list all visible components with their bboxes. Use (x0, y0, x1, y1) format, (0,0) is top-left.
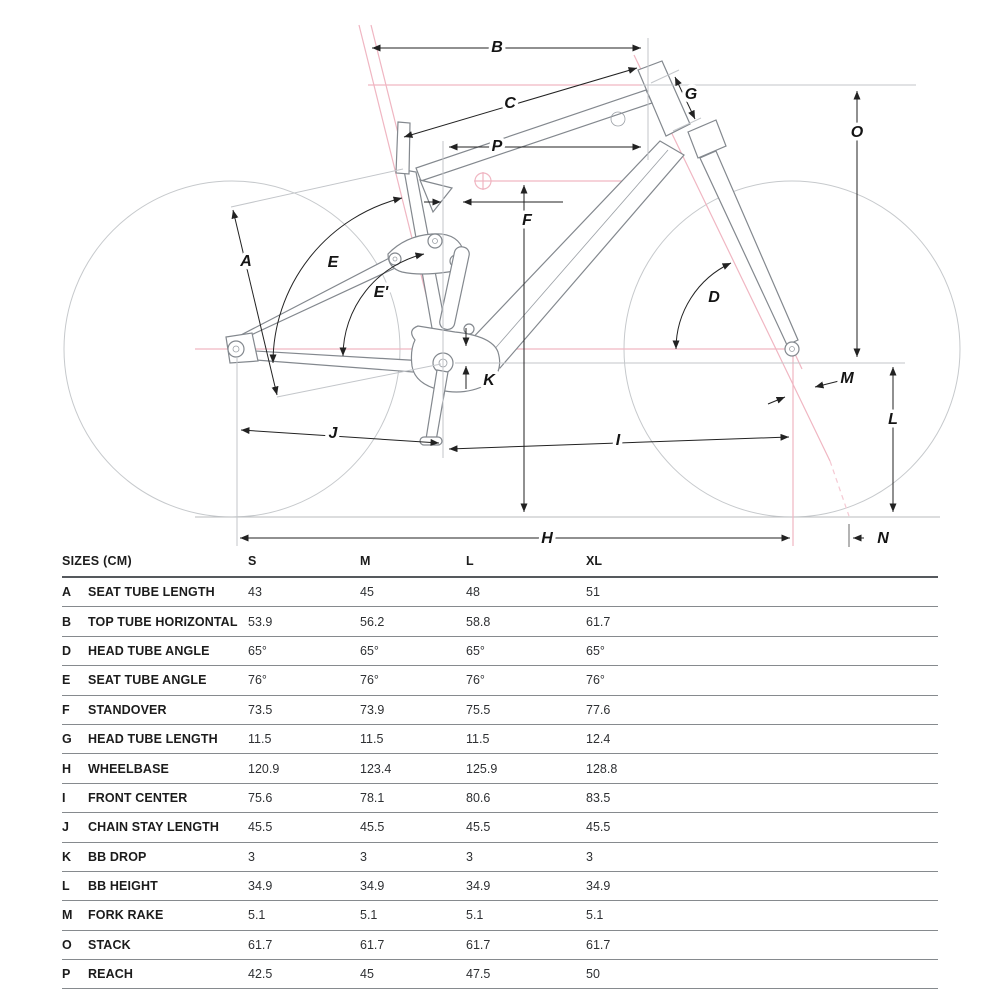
table-row (62, 960, 938, 989)
row-value-l: 5.1 (466, 908, 484, 923)
row-label: SEAT TUBE LENGTH (88, 585, 215, 600)
row-value-xl: 65° (586, 643, 605, 658)
row-label: WHEELBASE (88, 761, 169, 776)
diagram-label-P: P (491, 138, 503, 156)
row-value-xl: 12.4 (586, 732, 611, 747)
row-value-l: 3 (466, 849, 473, 864)
column-header-s: S (248, 554, 257, 568)
row-key: D (62, 643, 72, 658)
table-body (62, 578, 938, 989)
dim-line-J (241, 430, 439, 443)
diagram-label-E: E (327, 254, 339, 272)
row-value-xl: 128.8 (586, 761, 618, 776)
diagram-label-A: A (240, 253, 252, 271)
row-value-xl: 34.9 (586, 879, 611, 894)
row-value-s: 3 (248, 849, 255, 864)
diagram-label-F: F (522, 212, 532, 230)
row-label: SEAT TUBE ANGLE (88, 673, 207, 688)
row-key: P (62, 967, 71, 982)
row-value-xl: 5.1 (586, 908, 604, 923)
row-value-l: 65° (466, 643, 485, 658)
row-value-l: 76° (466, 673, 485, 688)
row-value-s: 11.5 (248, 732, 272, 747)
row-label: STANDOVER (88, 702, 167, 717)
diagram-label-N: N (877, 530, 889, 548)
table-row (62, 637, 938, 666)
row-value-s: 65° (248, 643, 267, 658)
diagram-label-M: M (840, 370, 854, 388)
diagram-label-I: I (615, 432, 621, 450)
row-key: I (62, 790, 66, 805)
column-header-l: L (466, 554, 474, 568)
row-value-m: 56.2 (360, 614, 385, 629)
row-value-s: 76° (248, 673, 267, 688)
dim-line-C (404, 68, 637, 137)
row-value-l: 48 (466, 585, 480, 600)
row-value-m: 76° (360, 673, 379, 688)
row-value-m: 45 (360, 585, 374, 600)
row-value-s: 53.9 (248, 614, 273, 629)
row-value-m: 123.4 (360, 761, 392, 776)
diagram-label-H: H (541, 530, 553, 548)
row-value-xl: 77.6 (586, 702, 611, 717)
table-title: SIZES (CM) (62, 554, 132, 568)
table-header (62, 546, 938, 578)
row-value-m: 61.7 (360, 937, 385, 952)
row-value-xl: 51 (586, 585, 600, 600)
table-row (62, 901, 938, 930)
row-value-s: 43 (248, 585, 262, 600)
table-row (62, 754, 938, 783)
row-value-xl: 76° (586, 673, 605, 688)
dim-arc-D (676, 263, 731, 349)
row-value-s: 120.9 (248, 761, 280, 776)
dim-arc-E (273, 198, 402, 363)
row-value-s: 45.5 (248, 820, 273, 835)
row-value-m: 65° (360, 643, 379, 658)
row-key: K (62, 849, 72, 864)
rear-axle (228, 341, 244, 357)
diagram-label-B: B (491, 39, 503, 57)
row-value-l: 75.5 (466, 702, 491, 717)
row-value-xl: 45.5 (586, 820, 611, 835)
row-value-m: 34.9 (360, 879, 385, 894)
bike-frame (226, 61, 799, 445)
chain-stay (238, 350, 426, 373)
top-tube (416, 90, 652, 181)
row-value-s: 73.5 (248, 702, 273, 717)
row-value-xl: 83.5 (586, 790, 611, 805)
table-row (62, 843, 938, 872)
row-value-l: 61.7 (466, 937, 491, 952)
row-label: BB DROP (88, 849, 147, 864)
diagram-label-L: L (888, 411, 898, 429)
row-key: M (62, 908, 73, 923)
diagram-label-J: J (328, 425, 338, 443)
row-key: B (62, 614, 72, 629)
column-header-xl: XL (586, 554, 602, 568)
table-row (62, 578, 938, 607)
diagram-label-E-prime: E' (373, 284, 389, 302)
row-value-m: 5.1 (360, 908, 378, 923)
seat-gusset (420, 180, 452, 212)
row-label: HEAD TUBE ANGLE (88, 643, 210, 658)
row-value-l: 58.8 (466, 614, 491, 629)
row-value-m: 78.1 (360, 790, 385, 805)
diagram-label-C: C (504, 95, 516, 113)
row-value-l: 47.5 (466, 967, 491, 982)
table-row (62, 784, 938, 813)
dim-line-A (233, 210, 277, 395)
row-key: O (62, 937, 72, 952)
row-value-m: 45 (360, 967, 374, 982)
dim-leader-M2 (815, 381, 839, 387)
row-label: HEAD TUBE LENGTH (88, 732, 218, 747)
row-value-l: 45.5 (466, 820, 491, 835)
row-value-l: 34.9 (466, 879, 491, 894)
table-row (62, 607, 938, 636)
fork-crown (688, 120, 726, 158)
standover-marker (474, 172, 492, 190)
row-key: L (62, 879, 70, 894)
table-row (62, 813, 938, 842)
row-value-xl: 61.7 (586, 937, 611, 952)
table-row (62, 696, 938, 725)
row-value-m: 45.5 (360, 820, 385, 835)
down-tube (465, 141, 684, 368)
table-row (62, 872, 938, 901)
geometry-table (62, 546, 938, 989)
diagram-label-O: O (850, 124, 864, 142)
fork-leg (700, 151, 798, 345)
front-axle (785, 342, 799, 356)
row-value-s: 34.9 (248, 879, 273, 894)
row-label: BB HEIGHT (88, 879, 158, 894)
row-value-s: 61.7 (248, 937, 273, 952)
row-label: FRONT CENTER (88, 790, 188, 805)
table-row (62, 725, 938, 754)
pedal-spindle (420, 437, 442, 445)
row-value-l: 80.6 (466, 790, 491, 805)
diagram-label-K: K (483, 372, 495, 390)
row-value-m: 3 (360, 849, 367, 864)
row-key: A (62, 585, 72, 600)
row-value-xl: 3 (586, 849, 593, 864)
row-value-l: 11.5 (466, 732, 490, 747)
row-key: F (62, 702, 70, 717)
row-key: E (62, 673, 71, 688)
row-value-xl: 61.7 (586, 614, 611, 629)
row-label: CHAIN STAY LENGTH (88, 820, 220, 835)
row-key: H (62, 761, 72, 776)
column-header-m: M (360, 554, 371, 568)
diagram-label-G: G (684, 86, 698, 104)
seat-post (396, 122, 410, 174)
row-key: J (62, 820, 69, 835)
table-row (62, 666, 938, 695)
row-label: STACK (88, 937, 131, 952)
row-value-m: 11.5 (360, 732, 384, 747)
dim-leader-M1 (768, 397, 785, 404)
steering-axis-extension (830, 461, 849, 516)
row-value-s: 75.6 (248, 790, 273, 805)
table-row (62, 931, 938, 960)
row-value-m: 73.9 (360, 702, 385, 717)
row-value-s: 5.1 (248, 908, 266, 923)
row-value-xl: 50 (586, 967, 600, 982)
row-label: FORK RAKE (88, 908, 164, 923)
row-value-s: 42.5 (248, 967, 273, 982)
row-key: G (62, 732, 72, 747)
row-value-l: 125.9 (466, 761, 498, 776)
diagram-label-D: D (708, 289, 720, 307)
row-label: REACH (88, 967, 134, 982)
row-label: TOP TUBE HORIZONTAL (88, 614, 238, 629)
